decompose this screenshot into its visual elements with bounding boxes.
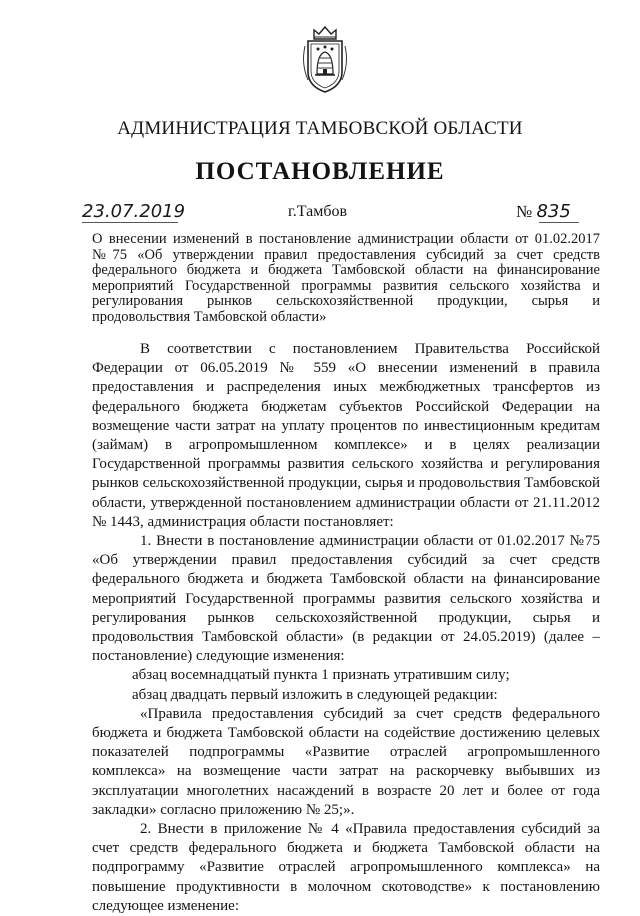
document-city: г.Тамбов xyxy=(288,203,348,220)
number-label: № xyxy=(516,202,533,221)
paragraph-amendment-2: абзац двадцать первый изложить в следующей редакции: xyxy=(132,686,498,703)
issuing-authority: АДМИНИСТРАЦИЯ ТАМБОВСКОЙ ОБЛАСТИ xyxy=(117,118,523,139)
number-value: 835 xyxy=(536,201,571,222)
paragraph-item-2: 2. Внести в приложение № 4 «Правила предоставления субсидий за счет средств федерального бюджета и бюджета Тамбовской области на подпрограмму «Развитие отраслей агропромышленного комплекса» на повышение продуктивности в молочном скотоводстве» к постановлению следующее изменение: xyxy=(92,821,600,914)
coat-of-arms-icon xyxy=(296,24,354,96)
document-body xyxy=(92,340,600,916)
document-type-title: ПОСТАНОВЛЕНИЕ xyxy=(195,158,445,185)
document-number xyxy=(516,201,571,222)
paragraph-new-wording: «Правила предоставления субсидий за счет средств федерального бюджета и бюджета Тамбовской области на содействие достижению целевых показателей подпрограммы «Развитие отраслей агропромышленного комплекса» на возмещение части затрат на раскорчевку выбывших из эксплуатации многолетних насаждений в возрасте 20 лет и более от года закладки» согласно приложению № 25;». xyxy=(92,705,600,818)
paragraph-amendment-1: абзац восемнадцатый пункта 1 признать утратившим силу; xyxy=(132,667,510,684)
document-date: 23.07.2019 xyxy=(82,201,186,222)
paragraph-preamble: В соответствии с постановлением Правительства Российской Федерации от 06.05.2019 № 559 «О внесении изменений в правила предоставления и распределения иных межбюджетных трансфертов из федерального бюджета бюджетам субъектов Российской Федерации на возмещение части затрат на уплату процентов по инвестиционным кредитам (займам) в агропромышленном комплексе» и в целях реализации Государственной программы развития сельского хозяйства и регулирования рынков сельскохозяйственной продукции, сырья и продовольствия Тамбовской области, утвержденной постановлением администрации области от 21.11.2012 № 1443, администрация области постановляет: xyxy=(92,341,600,530)
number-underline xyxy=(539,222,579,223)
paragraph-item-1: 1. Внести в постановление администрации области от 01.02.2017 №75 «Об утверждении правил предоставления субсидий за счет средств федерального бюджета и бюджета Тамбовской области на финансирование мероприятий Государственной программы развития сельского хозяйства и регулирования рынков сельскохозяйственной продукции, сырья и продовольствия Тамбовской области» (в редакции от 24.05.2019) (далее – постановление) следующие изменения: xyxy=(92,533,600,665)
document-subject: О внесении изменений в постановление администрации области от 01.02.2017 №75 «Об утверждении правил предоставления субсидий за счет средств федерального бюджета и бюджета Тамбовской области на финансирование мероприятий Государственной программы развития сельского хозяйства и регулирования рынков сельскохозяйственной продукции, сырья и продовольствия Тамбовской области» xyxy=(92,231,600,325)
date-underline xyxy=(82,222,178,223)
